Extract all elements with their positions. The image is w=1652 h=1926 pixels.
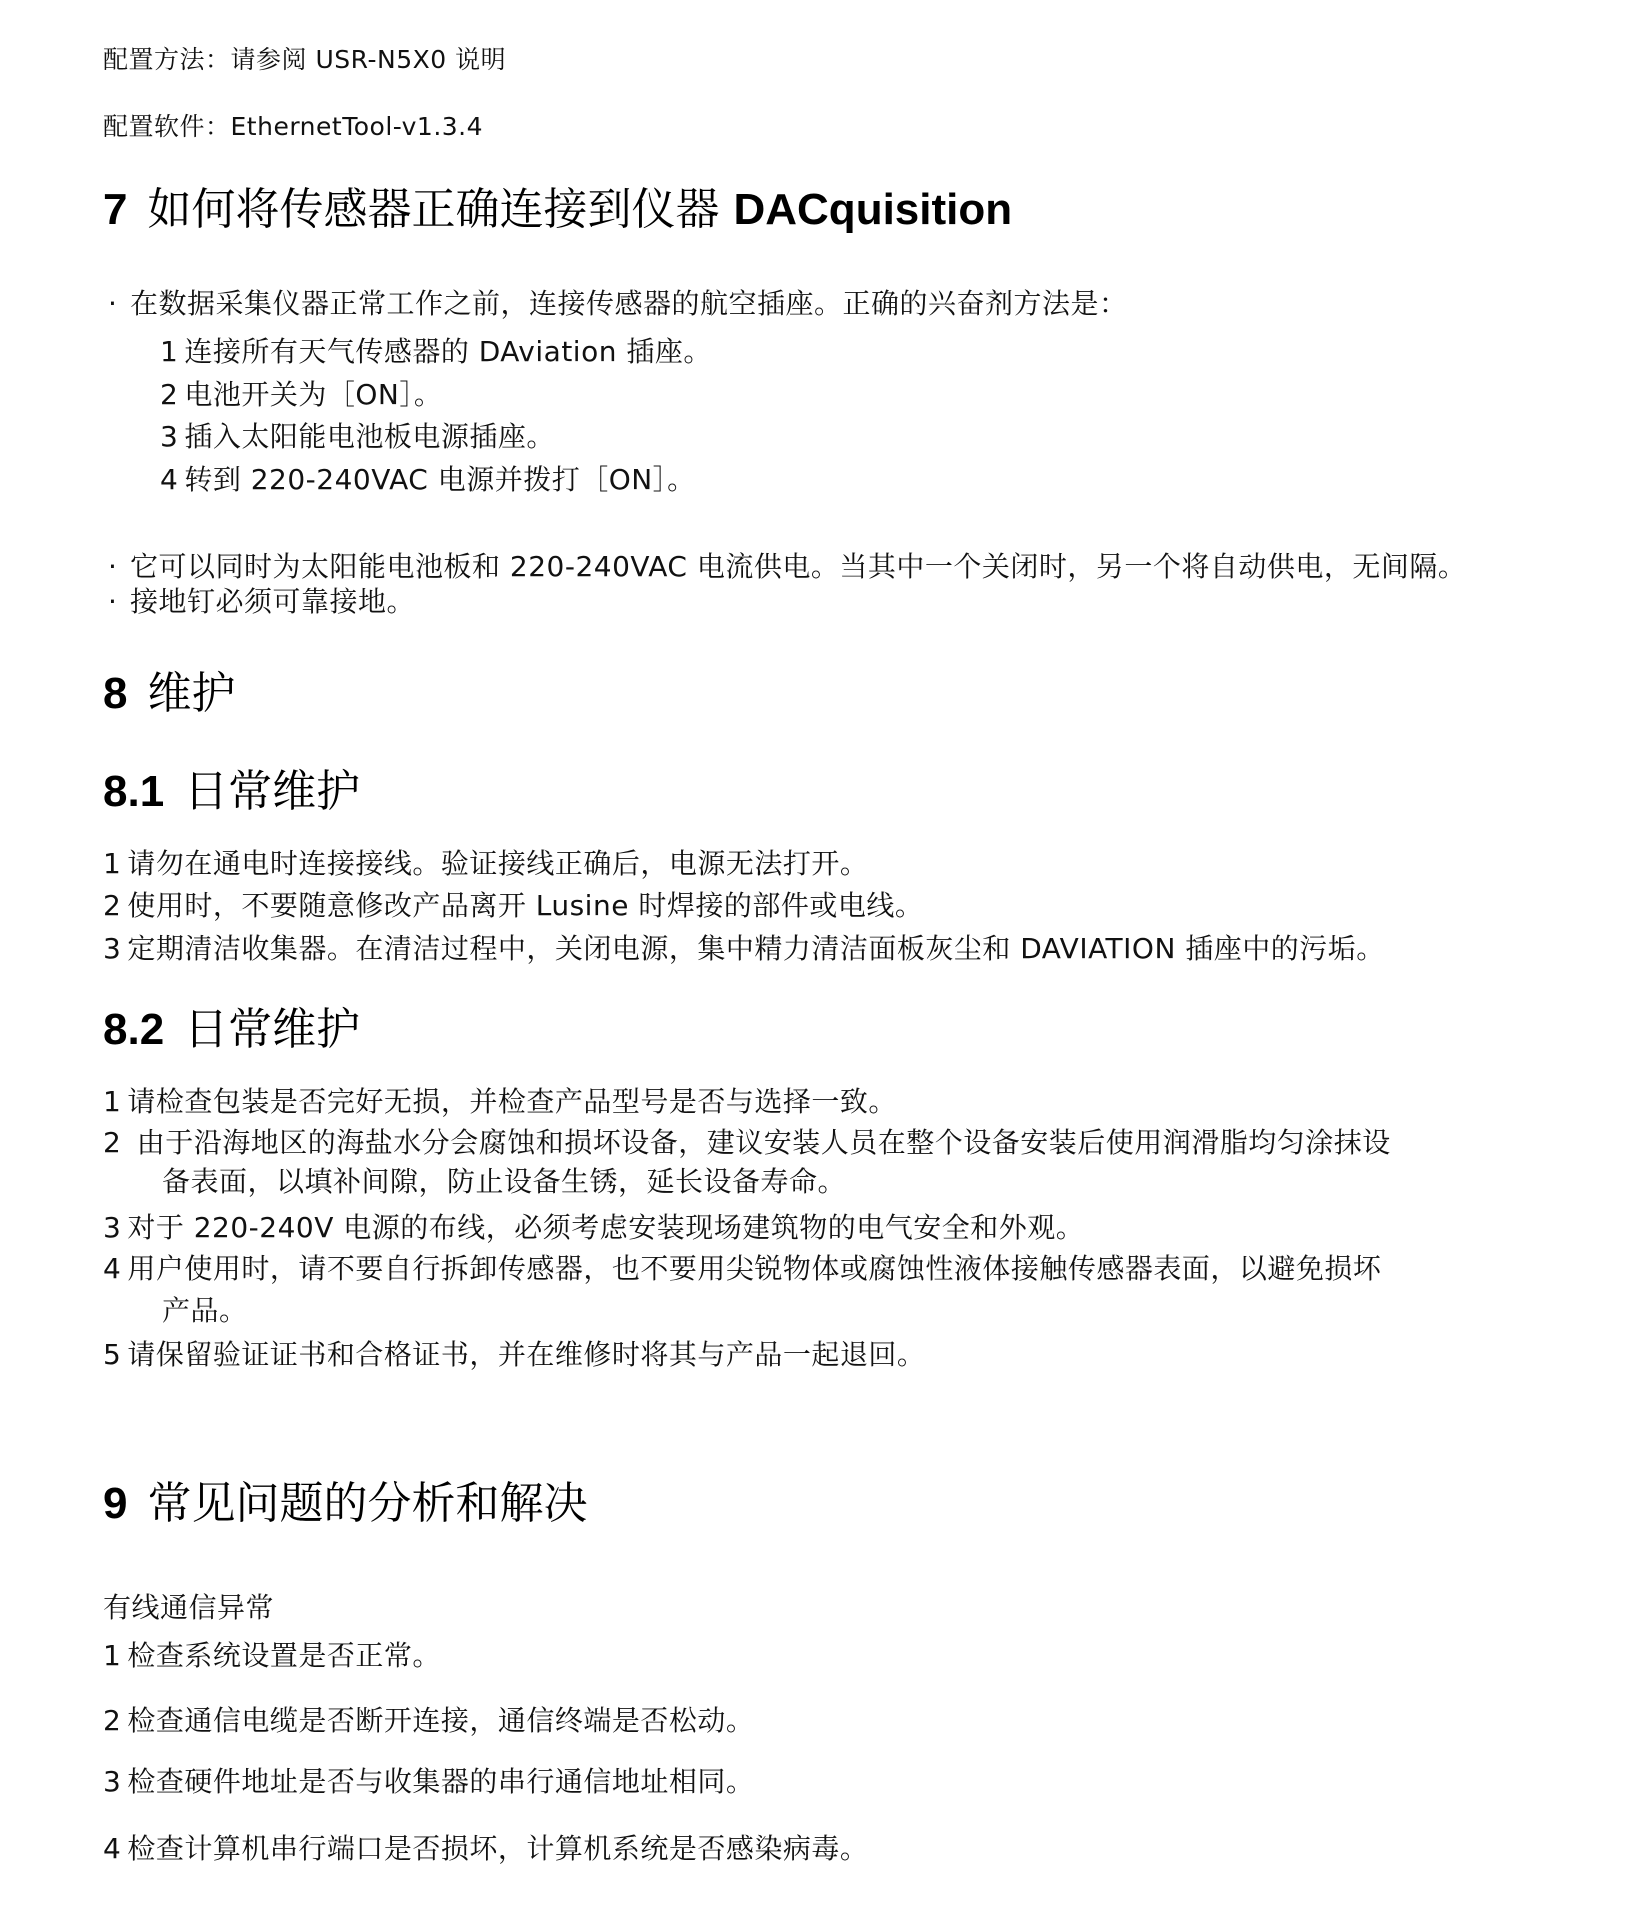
list-item (103, 1210, 1084, 1246)
bullet-icon: · (108, 550, 118, 583)
item-text: 对于 220-240V 电源的布线，必须考虑安装现场建筑物的电气安全和外观。 (127, 1211, 1085, 1244)
list-item (103, 1703, 754, 1739)
section-number: 8.2 (103, 1005, 165, 1054)
section-title: 维护 (147, 668, 236, 719)
item-text: 使用时，不要随意修改产品离开 Lusine 时焊接的部件或电线。 (127, 889, 924, 922)
bullet-text: 它可以同时为太阳能电池板和 220-240VAC 电流供电。当其中一个关闭时，另一个将自动供电，无间隔。 (130, 550, 1467, 583)
step-text: 插入太阳能电池板电源插座。 (184, 420, 555, 453)
config-method-line (103, 44, 506, 76)
bullet-icon: · (108, 287, 118, 320)
section-8-heading (103, 668, 235, 720)
item-number: 1 (103, 1085, 122, 1118)
item-text-continued: 备表面，以填补间隙，防止设备生锈，延长设备寿命。 (162, 1165, 847, 1198)
section-title-latin: DACquisition (733, 185, 1013, 234)
step-item (160, 462, 696, 498)
config-software-line (103, 111, 483, 143)
section-9-heading (103, 1478, 587, 1530)
list-item-continuation (162, 1293, 248, 1329)
item-text: 请勿在通电时连接接线。验证接线正确后，电源无法打开。 (127, 847, 869, 880)
item-text: 检查计算机串行端口是否损坏，计算机系统是否感染病毒。 (127, 1832, 869, 1865)
section-title: 常见问题的分析和解决 (147, 1478, 588, 1529)
list-item (103, 1125, 1391, 1161)
section-8-2-heading (103, 1004, 360, 1056)
config-method-label: 配置方法： (103, 45, 231, 74)
item-number: 3 (103, 1211, 122, 1244)
bullet-text: 在数据采集仪器正常工作之前，连接传感器的航空插座。正确的兴奋剂方法是： (130, 287, 1128, 320)
list-item (103, 1337, 925, 1373)
item-number: 4 (103, 1832, 122, 1865)
item-number: 3 (103, 932, 122, 965)
step-item (160, 334, 712, 370)
item-number: 2 (103, 1126, 122, 1159)
bullet-item (108, 286, 1128, 322)
step-number: 2 (160, 378, 179, 411)
item-text: 用户使用时，请不要自行拆卸传感器，也不要用尖锐物体或腐蚀性液体接触传感器表面，以避免损坏 (127, 1252, 1382, 1285)
section-number: 7 (103, 185, 128, 234)
step-item (160, 377, 442, 413)
section-title: 日常维护 (184, 1004, 361, 1055)
item-text: 由于沿海地区的海盐水分会腐蚀和损坏设备，建议安装人员在整个设备安装后使用润滑脂均匀涂抹设 (127, 1126, 1391, 1159)
list-item (103, 1084, 897, 1120)
list-item (103, 846, 868, 882)
list-item-continuation (162, 1164, 846, 1200)
item-number: 1 (103, 1639, 122, 1672)
item-number: 5 (103, 1338, 122, 1371)
config-method-value: 请参阅 USR-N5X0 说明 (230, 45, 507, 74)
list-item (103, 1251, 1381, 1287)
config-software-label: 配置软件： (103, 112, 231, 141)
list-item (103, 931, 1385, 967)
step-text: 电池开关为［ON］。 (184, 378, 443, 411)
item-text-continued: 产品。 (162, 1294, 248, 1327)
bullet-text: 接地钉必须可靠接地。 (130, 585, 416, 618)
step-number: 3 (160, 420, 179, 453)
list-item (103, 1764, 754, 1800)
list-item (103, 888, 923, 924)
item-number: 1 (103, 847, 122, 880)
section-title: 日常维护 (184, 766, 361, 817)
step-text: 转到 220-240VAC 电源并拨打［ON］。 (184, 463, 696, 496)
section-title: 如何将传感器正确连接到仪器 (147, 184, 720, 235)
item-text: 请保留验证证书和合格证书，并在维修时将其与产品一起退回。 (127, 1338, 926, 1371)
bullet-item (108, 549, 1466, 585)
item-text: 定期清洁收集器。在清洁过程中，关闭电源，集中精力清洁面板灰尘和 DAVIATION 插座中的污垢。 (127, 932, 1385, 965)
step-item (160, 419, 555, 455)
step-text: 连接所有天气传感器的 DAviation 插座。 (184, 335, 712, 368)
item-number: 2 (103, 1704, 122, 1737)
item-number: 2 (103, 889, 122, 922)
section-7-heading (103, 184, 1012, 236)
step-number: 1 (160, 335, 179, 368)
item-text: 检查硬件地址是否与收集器的串行通信地址相同。 (127, 1765, 755, 1798)
section-number: 8 (103, 669, 128, 718)
item-text: 检查系统设置是否正常。 (127, 1639, 441, 1672)
config-software-value: EthernetTool-v1.3.4 (230, 112, 484, 141)
subheading: 有线通信异常 (103, 1591, 275, 1624)
item-number: 3 (103, 1765, 122, 1798)
bullet-item (108, 584, 415, 620)
section-number: 8.1 (103, 767, 165, 816)
step-number: 4 (160, 463, 179, 496)
item-text: 检查通信电缆是否断开连接，通信终端是否松动。 (127, 1704, 755, 1737)
list-item (103, 1638, 441, 1674)
list-item (103, 1831, 868, 1867)
item-number: 4 (103, 1252, 122, 1285)
section-8-1-heading (103, 766, 360, 818)
bullet-icon: · (108, 585, 118, 618)
section-number: 9 (103, 1479, 128, 1528)
item-text: 请检查包装是否完好无损，并检查产品型号是否与选择一致。 (127, 1085, 897, 1118)
